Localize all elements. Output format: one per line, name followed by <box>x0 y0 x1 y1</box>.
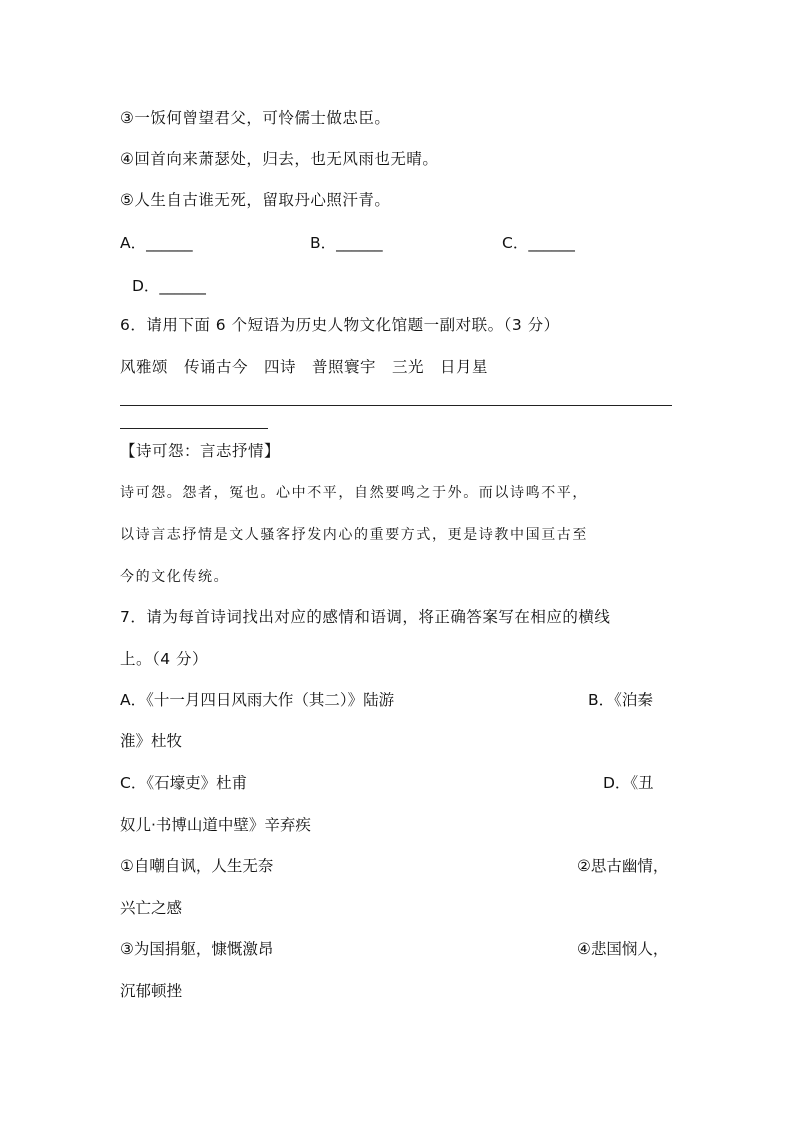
section-para-line-1: 诗可怨。怨者，冤也。心中不平，自然要鸣之于外。而以诗鸣不平， <box>120 485 588 501</box>
q7-poem-a: A．《十一月四日风雨大作（其二）》陆游 <box>120 691 395 709</box>
q7-poem-b-cont: 淮》杜牧 <box>120 732 183 750</box>
q7-emotion-2: ②思古幽情， <box>577 857 669 875</box>
q7-question-line-2: 上。（4 分） <box>120 650 209 668</box>
q7-emotion-3: ③为国捐躯，慷慨激昂 <box>120 940 274 958</box>
poem-line-4: ④回首向来萧瑟处，归去，也无风雨也无晴。 <box>120 150 439 168</box>
q7-poem-d-cont: 奴儿·书博山道中壁》辛弃疾 <box>120 816 311 834</box>
poem-line-5: ⑤人生自古谁无死，留取丹心照汗青。 <box>120 191 391 209</box>
q7-emotion-4-cont: 沉郁顿挫 <box>120 982 183 1000</box>
section-para-line-2: 以诗言志抒情是文人骚客抒发内心的重要方式，更是诗教中国亘古至 <box>120 527 588 543</box>
q5-option-d[interactable]: D．______ <box>132 277 206 295</box>
answer-line-1[interactable] <box>120 405 672 406</box>
section-para-line-3: 今的文化传统。 <box>120 569 230 585</box>
answer-line-2[interactable] <box>120 428 268 429</box>
q5-option-c[interactable]: C．______ <box>502 234 575 252</box>
q7-emotion-1: ①自嘲自讽，人生无奈 <box>120 857 274 875</box>
q6-question: 6．请用下面 6 个短语为历史人物文化馆题一副对联。（3 分） <box>120 316 560 334</box>
q5-option-b[interactable]: B．______ <box>310 234 383 252</box>
q7-emotion-2-cont: 兴亡之感 <box>120 899 183 917</box>
q7-emotion-4: ④悲国悯人， <box>577 940 669 958</box>
q6-phrases: 风雅颂 传诵古今 四诗 普照寰宇 三光 日月星 <box>120 358 489 376</box>
q7-poem-d: D．《丑 <box>603 774 654 792</box>
section-title: 【诗可怨：言志抒情】 <box>120 442 281 460</box>
q7-question-line-1: 7．请为每首诗词找出对应的感情和语调，将正确答案写在相应的横线 <box>120 608 611 626</box>
q7-poem-b: B．《泊秦 <box>588 691 653 709</box>
q5-option-a[interactable]: A．______ <box>120 234 193 252</box>
poem-line-3: ③一饭何曾望君父，可怜儒士做忠臣。 <box>120 109 391 127</box>
q7-poem-c: C．《石壕吏》杜甫 <box>120 774 248 792</box>
